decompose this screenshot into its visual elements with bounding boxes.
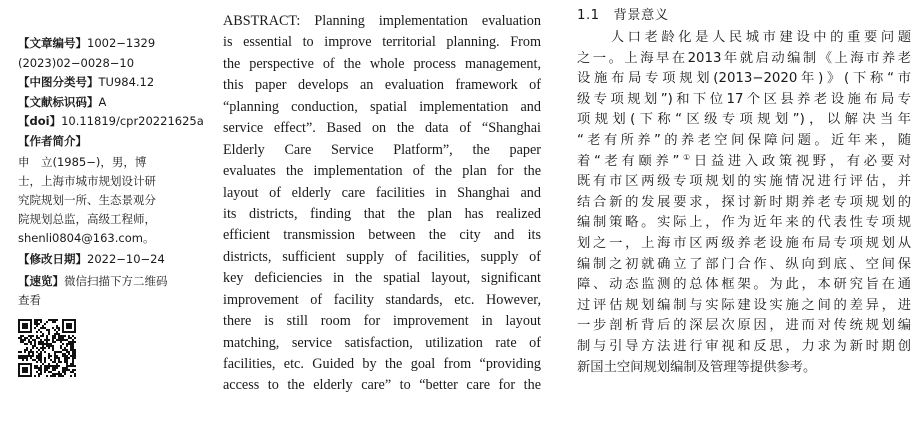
body-text: 日益进入政策视野，有必要对 [693, 153, 912, 169]
body-line: 人口老龄化是人民城市建设中的重要问题 [577, 30, 911, 45]
section-title: 背景意义 [613, 8, 669, 23]
body-line: 障、动态监测的总体框架。为此，本研究旨在通 [577, 277, 911, 293]
browse-label: 【速览】 [18, 273, 64, 288]
browse-row [18, 272, 206, 292]
body-line: 级专项规划”)和下位17个区县养老设施布局专 [577, 91, 911, 107]
bio-line: 究院规划一所、生态景观分 [18, 193, 156, 207]
body-line: 项规划(下称“区级专项规划”)，以解决当年 [577, 112, 911, 128]
clc-value: TU984.12 [98, 75, 155, 89]
browse-value-2: 查看 [18, 293, 41, 307]
qr-code-icon [18, 319, 76, 377]
abstract-column [223, 11, 541, 397]
section-body [577, 28, 911, 378]
footnote-mark: ① [679, 152, 694, 162]
abstract-line: efficient transmission between the city and its [223, 227, 541, 244]
clc-label: 【中图分类号】 [18, 75, 99, 89]
abstract-line: evaluates the implementation of the plan for the [223, 163, 541, 180]
bio-line: 申 立(1985−)，男，博 [18, 155, 147, 169]
clc-row [18, 73, 206, 93]
abstract-line: facilities, etc. Guided by the goal from “providing [223, 356, 541, 372]
section-column [577, 4, 911, 378]
body-line: “老有所养”的养老空间保障问题。近年来，随 [577, 132, 911, 148]
bio-line: 士，上海市城市规划设计研 [18, 174, 156, 188]
doc-code-value: A [98, 94, 107, 109]
body-text: 着“老有颐养” [577, 153, 680, 169]
doi-row [18, 112, 206, 132]
browse-row-2 [18, 291, 206, 311]
article-meta-column [18, 34, 206, 380]
body-line: 新国土空间规划编制及管理等提供参考。 [577, 359, 817, 375]
article-number-label: 【文章编号】 [18, 36, 87, 50]
abstract-line: districts, sufficient supply of facilities, supply of [223, 248, 541, 265]
abstract-line: the perspective of the whole process management, [223, 55, 541, 72]
author-row [18, 132, 206, 152]
abstract-line: “planning conduction, spatial implementation and [223, 98, 541, 115]
author-label: 【作者简介】 [18, 133, 87, 148]
author-bio [18, 153, 206, 248]
section-number: 1.1 [577, 8, 600, 23]
abstract-line: improvement of facility standards, etc. However, [223, 291, 541, 308]
body-line: 一步剖析背后的深层次原因，进而对传统规划编 [577, 318, 911, 334]
section-heading [577, 4, 911, 28]
body-line: 制与引导方法进行审视和反思，力求为新时期创 [577, 338, 911, 354]
abstract-line: ABSTRACT: Planning implementation evaluation [223, 13, 541, 29]
body-line: 编制策略。实际上，作为近年来的代表性专项规 [577, 215, 911, 231]
article-number-cont-value: (2023)02−0028−10 [18, 55, 135, 70]
abstract-line: Elderly Care Service Platform”, the paper [223, 141, 541, 158]
bio-line: 院规划总监，高级工程师， [18, 212, 156, 226]
abstract-line: this paper develops an evaluation framework of [223, 77, 541, 94]
revise-date-value: 2022−10−24 [87, 252, 165, 266]
body-line: 之一。上海早在2013年就启动编制《上海市养老 [577, 50, 911, 66]
abstract-line: key deficiencies in the spatial layout, significant [223, 270, 541, 287]
body-line: 结合新的发展要求，探讨新时期养老专项规划的 [577, 194, 911, 210]
body-line: 划之一，上海市区两级养老设施布局专项规划从 [577, 235, 911, 251]
body-line: 设施布局专项规划(2013−2020年)》(下称“市 [577, 71, 911, 87]
abstract-line: service effect”. Based on the data of “Shanghai [223, 120, 541, 137]
abstract-line: matching, service satisfaction, utilization rate of [223, 334, 541, 351]
body-line: 既有市区两级专项规划的实施情况进行评估，并 [577, 174, 911, 190]
article-number-value: 1002−1329 [87, 36, 156, 50]
doc-code-row [18, 93, 206, 113]
abstract-line: its districts, finding that the plan has realized [223, 205, 541, 222]
revise-date-row [18, 250, 206, 270]
doi-label: 【doi】 [18, 114, 62, 128]
abstract-line: access to the elderly care” to “better care for the [223, 377, 541, 394]
revise-date-label: 【修改日期】 [18, 252, 87, 266]
abstract-line: is essential to improve territorial planning. From [223, 34, 541, 51]
abstract-line: layout of elderly care facilities in Shanghai and [223, 184, 541, 201]
article-number-row [18, 34, 206, 54]
body-line: 编制之初就确立了部门合作、纵向到底、空间保 [577, 256, 911, 272]
body-line [577, 152, 911, 173]
doc-code-label: 【文献标识码】 [18, 94, 99, 109]
article-number-cont-row [18, 54, 206, 74]
body-line: 过评估规划编制与实际建设实施之间的差异，进 [577, 297, 911, 313]
browse-value: 微信扫描下方二维码 [64, 273, 168, 288]
abstract-line: there is still room for improvement in layout [223, 313, 541, 330]
bio-email: shenli0804@163.com。 [18, 231, 155, 245]
doi-value: 10.11819/cpr20221625a [61, 114, 204, 128]
